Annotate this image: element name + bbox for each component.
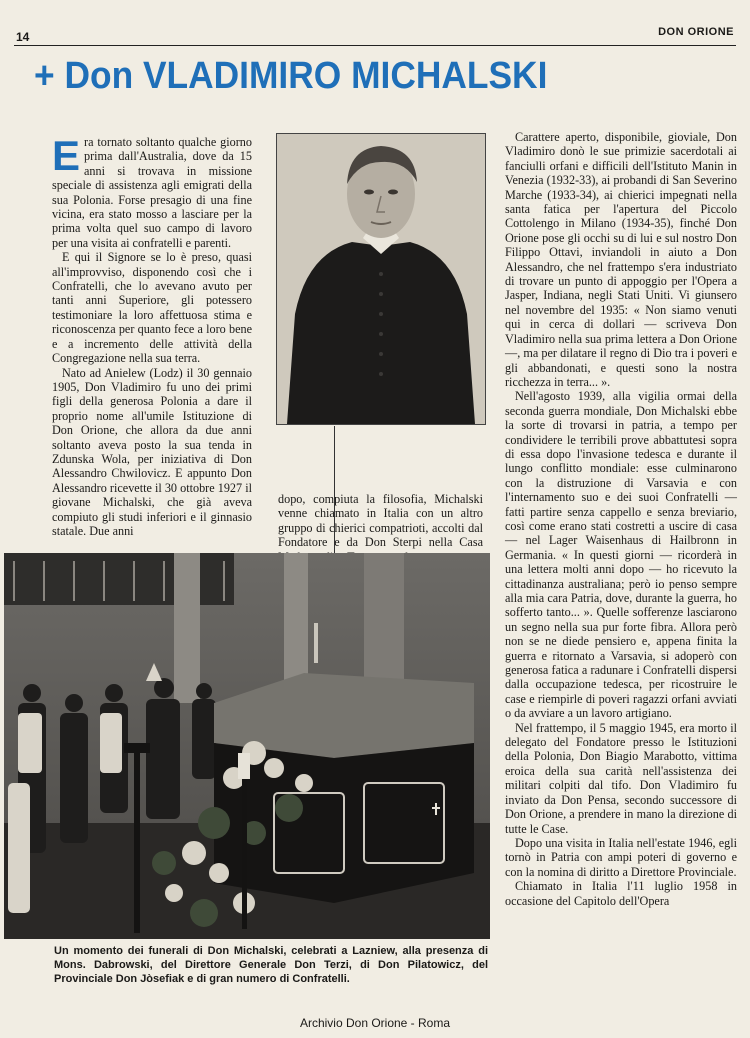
- paragraph: Nel frattempo, il 5 maggio 1945, era morto il delegato del Fondatore presso le Istituzioni della Polonia, Don Biagio Marabotto, vittima eroica della sua carità nell'assistenza dei militari colpiti dal tifo. Don Vladimiro fu inviato da Don Pensa, secondo successore di Don Orione, a prendere in mano la direzione di tutte le Case.: [505, 720, 737, 836]
- running-header: DON ORIONE: [658, 26, 734, 38]
- archive-footer: Archivio Don Orione - Roma: [299, 1016, 451, 1030]
- paragraph: Chiamato in Italia l'11 luglio 1958 in occasione del Capitolo dell'Opera: [505, 879, 737, 908]
- paragraph-text: ra tornato soltanto qualche giorno prima dall'Australia, dove da 15 anni si trovava in missione speciale di assistenza agli emigrati della sua Polonia. Forse presagio di una fine vicina, era stato mosso a lasciare per la prima volta quel suo campo di lavoro per una visita ai confratelli e parenti.: [52, 135, 252, 250]
- paragraph: E qui il Signore se lo è preso, quasi all'improvviso, disponendo così che i Confratelli, che lo avevano avuto per tanti anni Superiore, gli potessero testimoniare la loro affettuosa stima e riconoscenza per quanto fece a loro bene e a incremento delle attività della Congregazione nella sua terra.: [52, 250, 252, 366]
- photo-caption: Un momento dei funerali di Don Michalski, celebrati a Lazniew, alla presenza di Mons. Dabrowski, del Direttore Generale Don Terzi, di Don Pilatowicz, del Provinciale Don Jòsefiak e di gran numero di Confratelli.: [54, 945, 488, 985]
- paragraph: dopo, compiuta la filosofia, Michalski venne chiamato in Italia con un altro gruppo di chierici compatrioti, accolti dal Fondatore e da Don Sterpi nella Casa: [278, 492, 483, 550]
- paragraph: Carattere aperto, disponibile, gioviale, Don Vladimiro donò le sue primizie sacerdotali ai fanciulli orfani e difficili dell'Istituto Manin in Venezia (1932-33), ai probandi di San Severino Marche (1933-34), ai chierici impegnati nella santa fatica per l'apertura del Piccolo Cottolengo in Milano (1934-35), finché Don Orione pose gli occhi su di lui e sul nostro Don Filippo Ottavi, inviandoli in aiuto a Don Alessandro, che nel frattempo s'era industriato di trovare un punto di appoggio per l'Opera a Jasper, Indiana, negli Stati Uniti. Vi giunsero nel novembre del 1935: « Non siamo venuti qui in cerca di dollari — scriveva Don Vladimiro nella sua prima lettera a Don Orione —, ma per dilatare il regno di Dio tra i poveri e gli abbandonati, e questi sono la nostra ricchezza in terra... ».: [505, 130, 737, 389]
- text-column-1: [52, 132, 252, 538]
- text-column-3: [505, 130, 737, 908]
- paragraph: [52, 132, 252, 250]
- header-rule: [14, 45, 736, 46]
- paragraph: Nato ad Anielew (Lodz) il 30 gennaio 1905, Don Vladimiro fu uno dei primi figli della generosa Polonia a dare il proprio nome all'umile Istituzione di Don Orione, che allora da due anni soltanto aveva posto la sua tenda in Zdunska Wola, per iniziativa di Don Alessandro Chwilovicz. E appunto Don Alessandro ricevette il 30 ottobre 1927 il giovane Michalski, che già aveva compiuto gli studi inferiori e il ginnasio statale. Due anni: [52, 365, 252, 538]
- funeral-photo: [4, 553, 490, 939]
- drop-cap: E: [52, 132, 81, 179]
- article-title: + Don VLADIMIRO MICHALSKI: [34, 55, 548, 97]
- portrait-photo: [276, 133, 486, 425]
- paragraph: Dopo una visita in Italia nell'estate 1946, egli tornò in Patria con ampi poteri di governo e con la nomina di diritto a Direttore Provinciale.: [505, 835, 737, 879]
- paragraph: Nell'agosto 1939, alla vigilia ormai della seconda guerra mondiale, Don Michalski ebbe la sorte di trovarsi in patria, a tempo per condividere le terribili prove abbattutesi sopra di essa dopo l'invasione tedesca e durante il lungo conflitto mondiale: esse culminarono con la distruzione di Varsavia e con l'internamento suo e dei suoi Confratelli — fatti partire senza cappello e senza breviario, così come erano stati costretti a uscire di casa — nel Lager Waisenhaus di Hailbronn in Germania. « In questi giorni — ricorderà in una lettera molti anni dopo — ho ricevuto la cittadinanza australiana; però io penso sempre alla mia cara Patria, dove, durante la guerra, ho sofferto tanto... ». Quelle sofferenze lasciarono un segno nella sua pur forte fibra. Allora però non se ne diede pensiero e, appena finita la guerra e ritornato a Varsavia, si adoperò con generosa fatica a radunare i Confratelli dispersi dalla occupazione tedesca, per ricostruire le case e riempirle di poveri ragazzi orfani avviati o da avviare a un lavoro artigiano.: [505, 389, 737, 721]
- page-number: 14: [16, 30, 30, 44]
